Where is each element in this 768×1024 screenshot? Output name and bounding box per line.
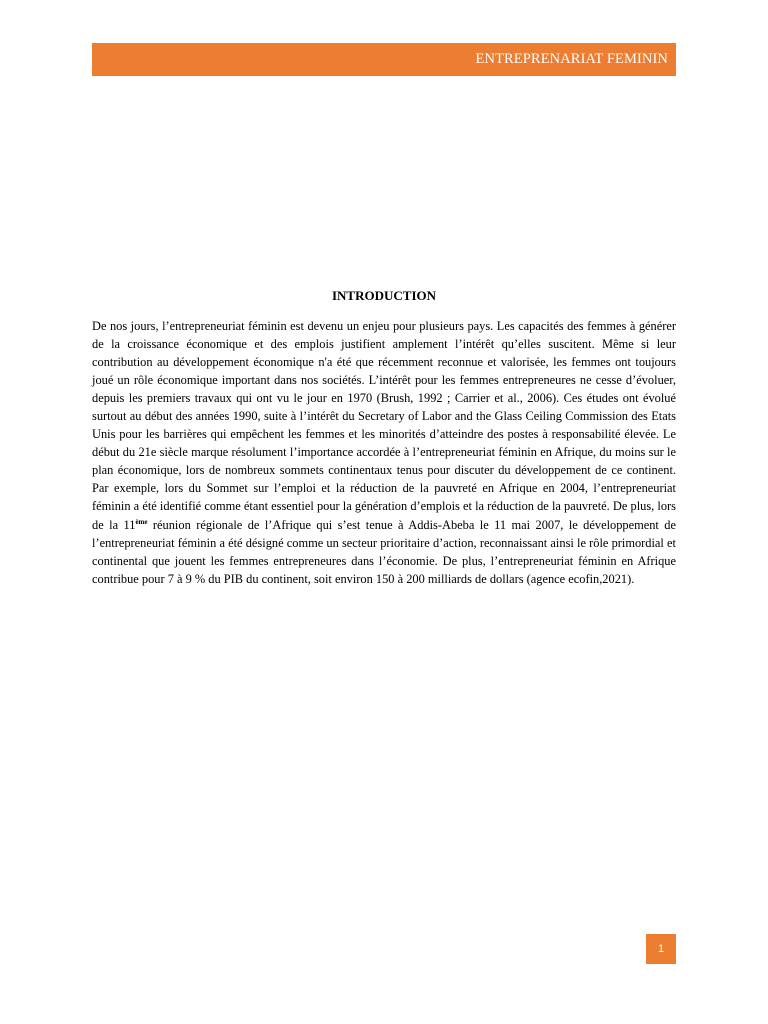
document-header-title: ENTREPRENARIAT FEMININ (475, 51, 668, 67)
header-bar (92, 43, 676, 76)
ordinal-superscript: ème (135, 517, 148, 526)
section-heading: INTRODUCTION (331, 288, 436, 303)
page-number-badge (646, 934, 676, 964)
introduction-paragraph (92, 317, 676, 588)
paragraph-text-part2: réunion régionale de l’Afrique qui s’est tenue à Addis-Abeba le 11 mai 2007, le développement de l’entrepreneuriat féminin a été désigné comme un secteur prioritaire d’action, reconnaissant ainsi le rôle primordial et continental que jouent les femmes entrepreneures dans l’économie. De plus, l’entrepreneuriat féminin en Afrique contribue pour 7 à 9 % du PIB du continent, soit environ 150 à 200 milliards de dollars (agence ecofin,2021). (92, 517, 677, 586)
page-number: 1 (657, 943, 665, 955)
paragraph-text-part1: De nos jours, l’entrepreneuriat féminin est devenu un enjeu pour plusieurs pays. Les capacités des femmes à générer de la croissance économique et des emplois justifient amplement l’intérêt qu’elles suscitent. Même si leur contribution au développement économique n'a été que récemment reconnue et valorisée, les femmes ont toujours joué un rôle économique important dans nos sociétés. L’intérêt pour les femmes entrepreneures ne cesse d’évoluer, depuis les premiers travaux qui ont vu le jour en 1970 (Brush, 1992 ; Carrier et al., 2006). Ces études ont évolué surtout au début des années 1990, suite à l’intérêt du Secretary of Labor and the Glass Ceiling Commission des Etats Unis pour les barrières qui empêchent les femmes et les minorités d’atteindre des postes à responsabilité élevée. Le début du 21e siècle marque résolument l’importance accordée à l’entrepreneuriat féminin en Afrique, du moins sur le plan économique, lors de nombreux sommets continentaux tenus pour discuter du développement de ce continent. Par exemple, lors du Sommet sur l’emploi et la réduction de la pauvreté en Afrique en 2004, l’entrepreneuriat féminin a été identifié comme étant essentiel pour la génération d’emplois et la réduction de la pauvreté. De plus, lors de la 11 (92, 319, 676, 532)
